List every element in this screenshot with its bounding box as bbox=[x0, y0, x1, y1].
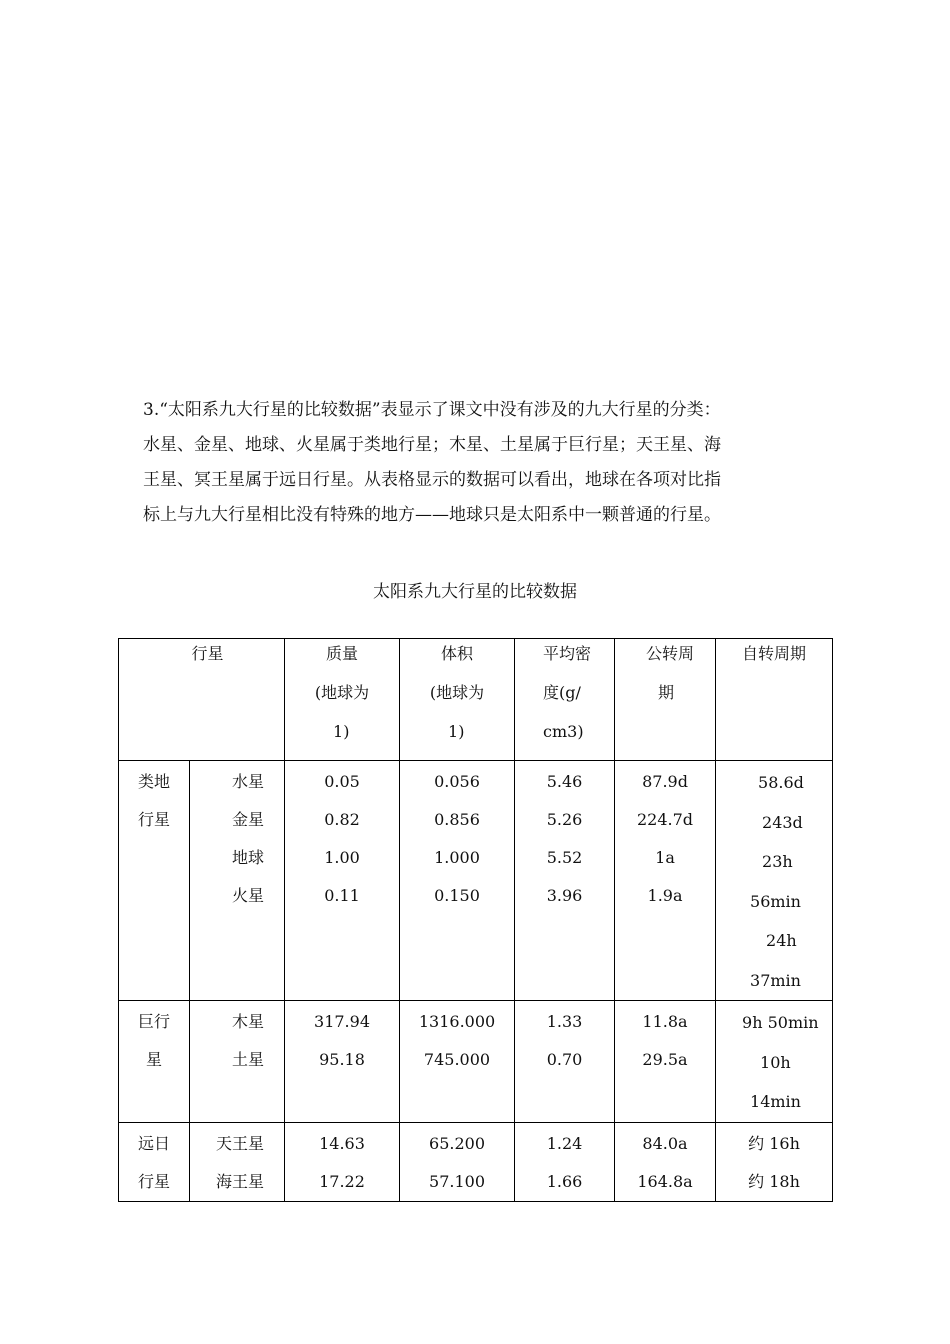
table-row bbox=[119, 761, 833, 1001]
mass-cell: 0.05 0.82 1.00 0.11 bbox=[285, 761, 400, 1001]
rotation-period-cell: 9h 50min 10h 14min bbox=[716, 1001, 833, 1123]
orbit-period-cell: 11.8a 29.5a bbox=[615, 1001, 716, 1123]
paragraph-line: 标上与九大行星相比没有特殊的地方——地球只是太阳系中一颗普通的行星。 bbox=[143, 505, 721, 525]
volume-cell: 65.200 57.100 bbox=[400, 1122, 515, 1201]
paragraph-line: 3.“太阳系九大行星的比较数据”表显示了课文中没有涉及的九大行星的分类： bbox=[143, 400, 721, 420]
category-cell: 巨行 星 bbox=[119, 1001, 190, 1123]
header-rotation-period: 自转周期 bbox=[716, 639, 833, 761]
paragraph-line: 水星、金星、地球、火星属于类地行星；木星、土星属于巨行星；天王星、海 bbox=[143, 435, 721, 455]
category-cell: 远日 行星 bbox=[119, 1122, 190, 1201]
table-header-row bbox=[119, 639, 833, 761]
header-volume: 体积 (地球为 1) bbox=[400, 639, 515, 761]
header-density: 平均密 度(g/ cm3) bbox=[515, 639, 615, 761]
planet-names-cell: 水星 金星 地球 火星 bbox=[190, 761, 285, 1001]
header-planet: 行星 bbox=[119, 639, 285, 761]
rotation-period-cell: 约 16h 约 18h bbox=[716, 1122, 833, 1201]
paragraph-line: 王星、冥王星属于远日行星。从表格显示的数据可以看出，地球在各项对比指 bbox=[143, 470, 721, 490]
rotation-period-cell: 58.6d 243d 23h 56min 24h 37min bbox=[716, 761, 833, 1001]
density-cell: 5.46 5.26 5.52 3.96 bbox=[515, 761, 615, 1001]
category-cell: 类地 行星 bbox=[119, 761, 190, 1001]
density-cell: 1.33 0.70 bbox=[515, 1001, 615, 1123]
density-cell: 1.24 1.66 bbox=[515, 1122, 615, 1201]
table-row bbox=[119, 1122, 833, 1201]
header-orbit-period: 公转周 期 bbox=[615, 639, 716, 761]
header-mass: 质量 (地球为 1) bbox=[285, 639, 400, 761]
table-row bbox=[119, 1001, 833, 1123]
planet-names-cell: 天王星 海王星 bbox=[190, 1122, 285, 1201]
table-title: 太阳系九大行星的比较数据 bbox=[373, 582, 577, 602]
planet-names-cell: 木星 土星 bbox=[190, 1001, 285, 1123]
orbit-period-cell: 87.9d 224.7d 1a 1.9a bbox=[615, 761, 716, 1001]
orbit-period-cell: 84.0a 164.8a bbox=[615, 1122, 716, 1201]
volume-cell: 0.056 0.856 1.000 0.150 bbox=[400, 761, 515, 1001]
intro-paragraph bbox=[143, 393, 823, 533]
mass-cell: 317.94 95.18 bbox=[285, 1001, 400, 1123]
planet-comparison-table bbox=[118, 638, 833, 1202]
mass-cell: 14.63 17.22 bbox=[285, 1122, 400, 1201]
volume-cell: 1316.000 745.000 bbox=[400, 1001, 515, 1123]
